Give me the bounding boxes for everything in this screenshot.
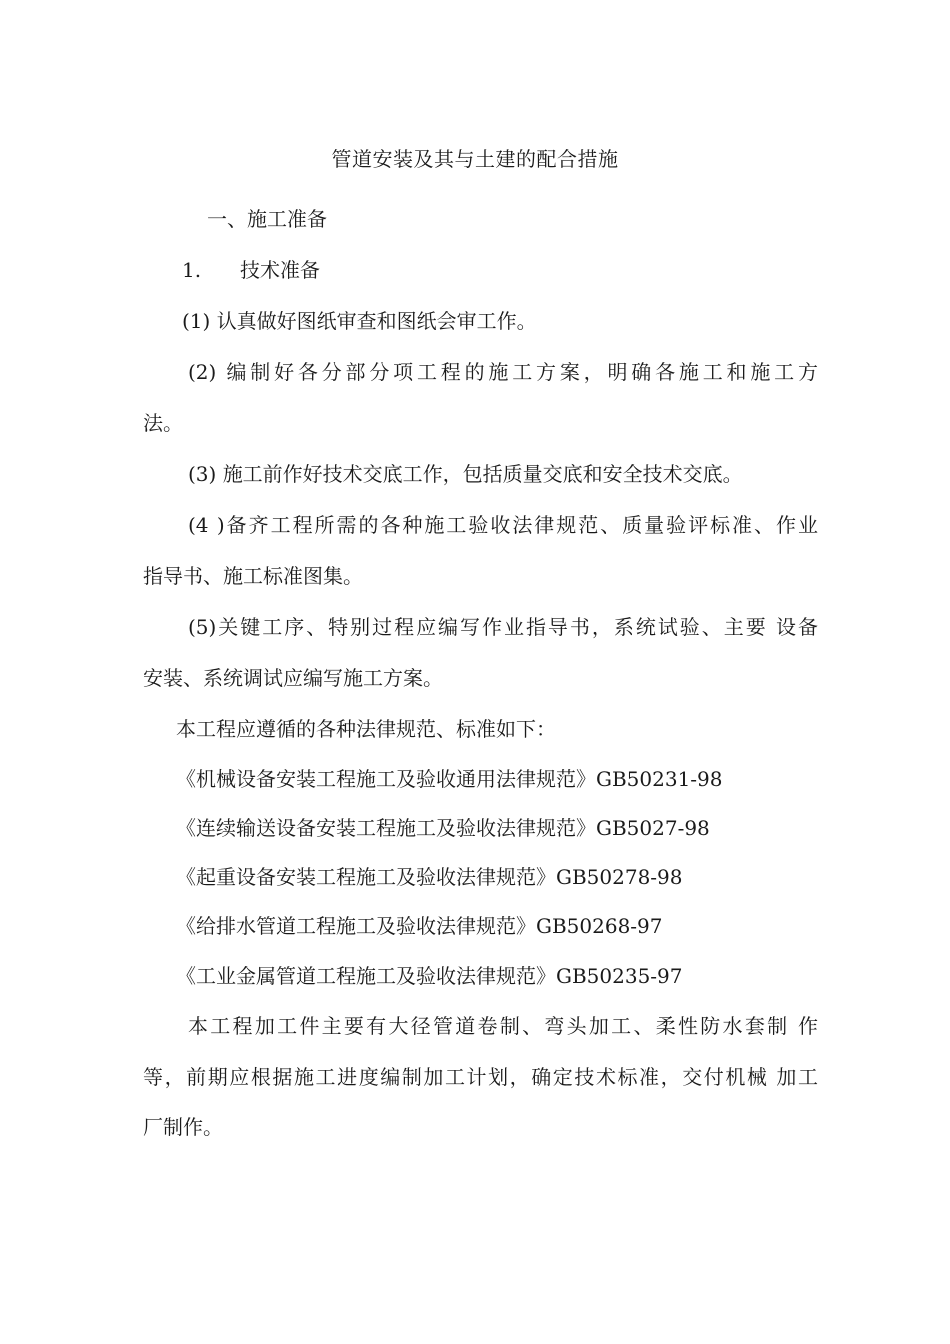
standards-intro: 本工程应遵循的各种法律规范、标准如下： [176,717,556,741]
list-item-continuation: 法。 [143,411,183,435]
list-item: (2) 编制好各分部分项工程的施工方案，明确各施工和施工方 [188,360,818,384]
standard-item: 《起重设备安装工程施工及验收法律规范》GB50278-98 [176,865,683,889]
list-item: (4 )备齐工程所需的各种施工验收法律规范、质量验评标准、作业 [188,513,818,537]
standard-item: 《给排水管道工程施工及验收法律规范》GB50268-97 [176,914,663,938]
list-item: (1) 认真做好图纸审查和图纸会审工作。 [182,309,537,333]
section-heading: 一、施工准备 [207,207,327,231]
subsection-label: 技术准备 [240,258,320,282]
standard-item: 《机械设备安装工程施工及验收通用法律规范》GB50231-98 [176,767,723,791]
standard-item: 《工业金属管道工程施工及验收法律规范》GB50235-97 [176,964,683,988]
closing-paragraph-line: 等，前期应根据施工进度编制加工计划，确定技术标准，交付机械 加工 [143,1065,818,1089]
page-title: 管道安装及其与土建的配合措施 [331,147,619,171]
list-item-continuation: 指导书、施工标准图集。 [143,564,363,588]
list-item: (5)关键工序、特别过程应编写作业指导书，系统试验、主要 设备 [188,615,818,639]
closing-paragraph-line: 本工程加工件主要有大径管道卷制、弯头加工、柔性防水套制 作 [188,1014,818,1038]
subsection-heading [182,256,320,284]
standard-item: 《连续输送设备安装工程施工及验收法律规范》GB5027-98 [176,816,710,840]
list-item: (3) 施工前作好技术交底工作，包括质量交底和安全技术交底。 [188,462,743,486]
subsection-number: 1. [182,258,202,282]
closing-paragraph-line: 厂制作。 [143,1115,223,1139]
list-item-continuation: 安装、系统调试应编写施工方案。 [143,666,443,690]
